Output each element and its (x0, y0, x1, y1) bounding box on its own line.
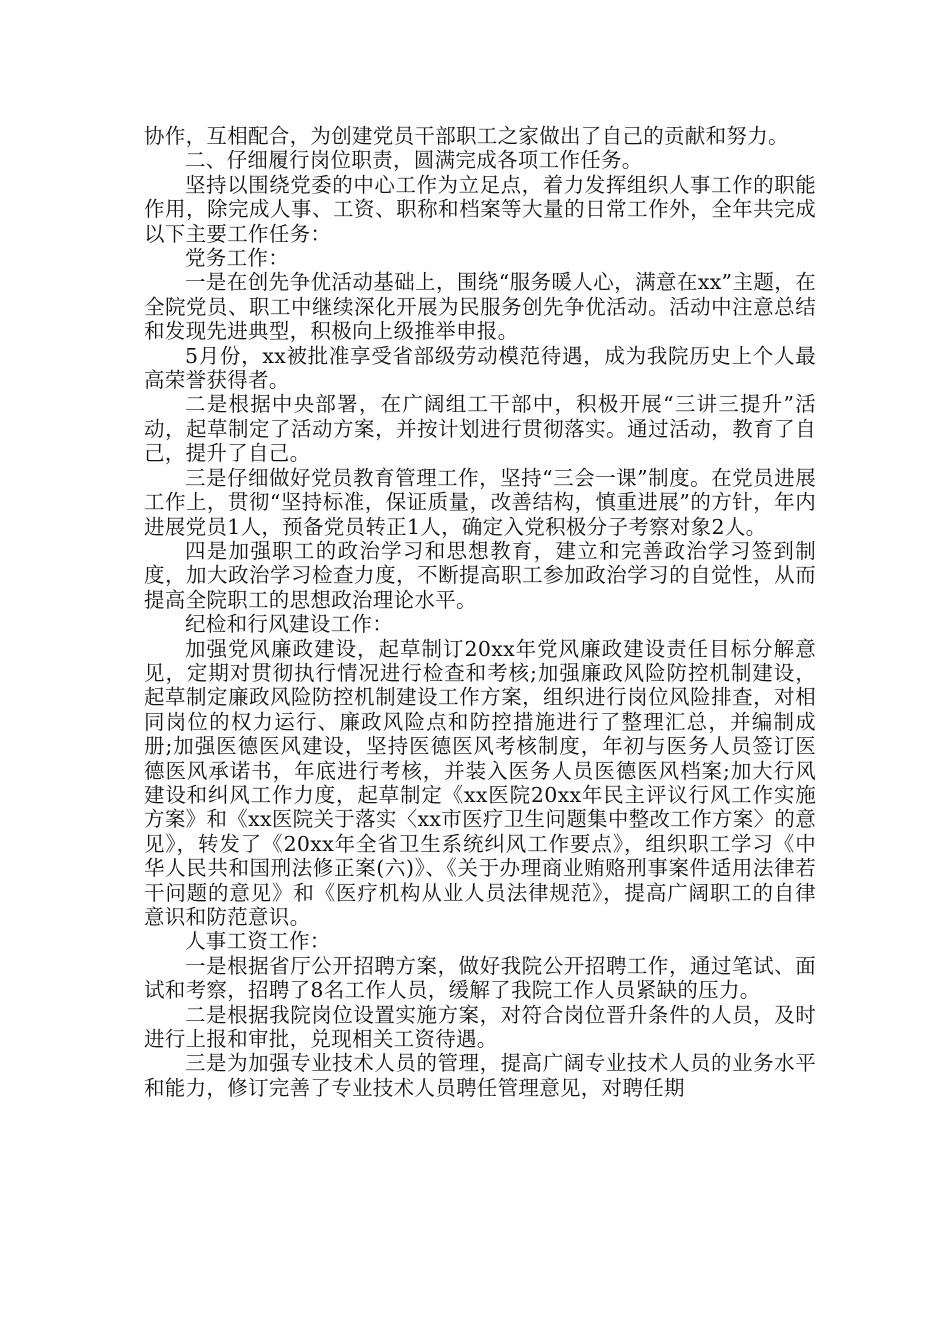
paragraph-party-4: 四是加强职工的政治学习和思想教育，建立和完善政治学习签到制度，加大政治学习检查力度，不断提高职工参加政治学习的自觉性，从而提高全院职工的思想政治理论水平。 (144, 538, 816, 612)
paragraph-party-2: 二是根据中央部署，在广阔组工干部中，积极开展“三讲三提升”活动，起草制定了活动方案，并按计划进行贯彻落实。通过活动，教育了自己，提升了自己。 (144, 392, 816, 466)
paragraph-personnel-3: 三是为加强专业技术人员的管理，提高广阔专业技术人员的业务水平和能力，修订完善了专业技术人员聘任管理意见，对聘任期 (144, 1051, 816, 1100)
paragraph-discipline: 加强党风廉政建设，起草制订20xx年党风廉政建设责任目标分解意见，定期对贯彻执行情况进行检查和考核;加强廉政风险防控机制建设，起草制定廉政风险防控机制建设工作方案，组织进行岗位风险排查，对相同岗位的权力运行、廉政风险点和防控措施进行了整理汇总，并编制成册;加强医德医风建设，坚持医德医风考核制度，年初与医务人员签订医德医风承诺书，年底进行考核，并装入医务人员医德医风档案;加大行风建设和纠风工作力度，起草制定《xx医院20xx年民主评议行风工作实施方案》和《xx医院关于落实〈xx市医疗卫生问题集中整改工作方案〉的意见》，转发了《20xx年全省卫生系统纠风工作要点》，组织职工学习《中华人民共和国刑法修正案(六)》、《关于办理商业贿赂刑事案件适用法律若干问题的意见》和《医疗机构从业人员法律规范》，提高广阔职工的自律意识和防范意识。 (144, 636, 816, 929)
subheading-discipline: 纪检和行风建设工作： (185, 612, 393, 637)
document-body (144, 124, 816, 1100)
paragraph-personnel-1: 一是根据省厅公开招聘方案，做好我院公开招聘工作，通过笔试、面试和考察，招聘了8名工作人员，缓解了我院工作人员紧缺的压力。 (144, 953, 816, 1003)
section-heading-2: 二、仔细履行岗位职责，圆满完成各项工作任务。 (185, 148, 643, 173)
paragraph-party-honor: 5月份，xx被批准享受省部级劳动模范待遇，成为我院历史上个人最高荣誉获得者。 (144, 343, 816, 393)
paragraph-party-3: 三是仔细做好党员教育管理工作，坚持“三会一课”制度。在党员进展工作上，贯彻“坚持标准，保证质量，改善结构，慎重进展”的方针，年内进展党员1人，预备党员转正1人，确定入党积极分子考察对象2人。 (144, 465, 816, 539)
paragraph-continuation: 协作，互相配合，为创建党员干部职工之家做出了自己的贡献和努力。 (144, 124, 789, 148)
subheading-personnel: 人事工资工作： (185, 929, 331, 954)
paragraph-personnel-2: 二是根据我院岗位设置实施方案，对符合岗位晋升条件的人员，及时进行上报和审批，兑现相关工资待遇。 (144, 1002, 816, 1052)
subheading-party-affairs: 党务工作： (185, 246, 289, 271)
paragraph-party-1: 一是在创先争优活动基础上，围绕“服务暖人心，满意在xx”主题，在全院党员、职工中继续深化开展为民服务创先争优活动。活动中注意总结和发现先进典型，积极向上级推举申报。 (144, 270, 816, 344)
paragraph-intro: 坚持以围绕党委的中心工作为立足点，着力发挥组织人事工作的职能作用，除完成人事、工资、职称和档案等大量的日常工作外，全年共完成以下主要工作任务： (144, 172, 816, 246)
